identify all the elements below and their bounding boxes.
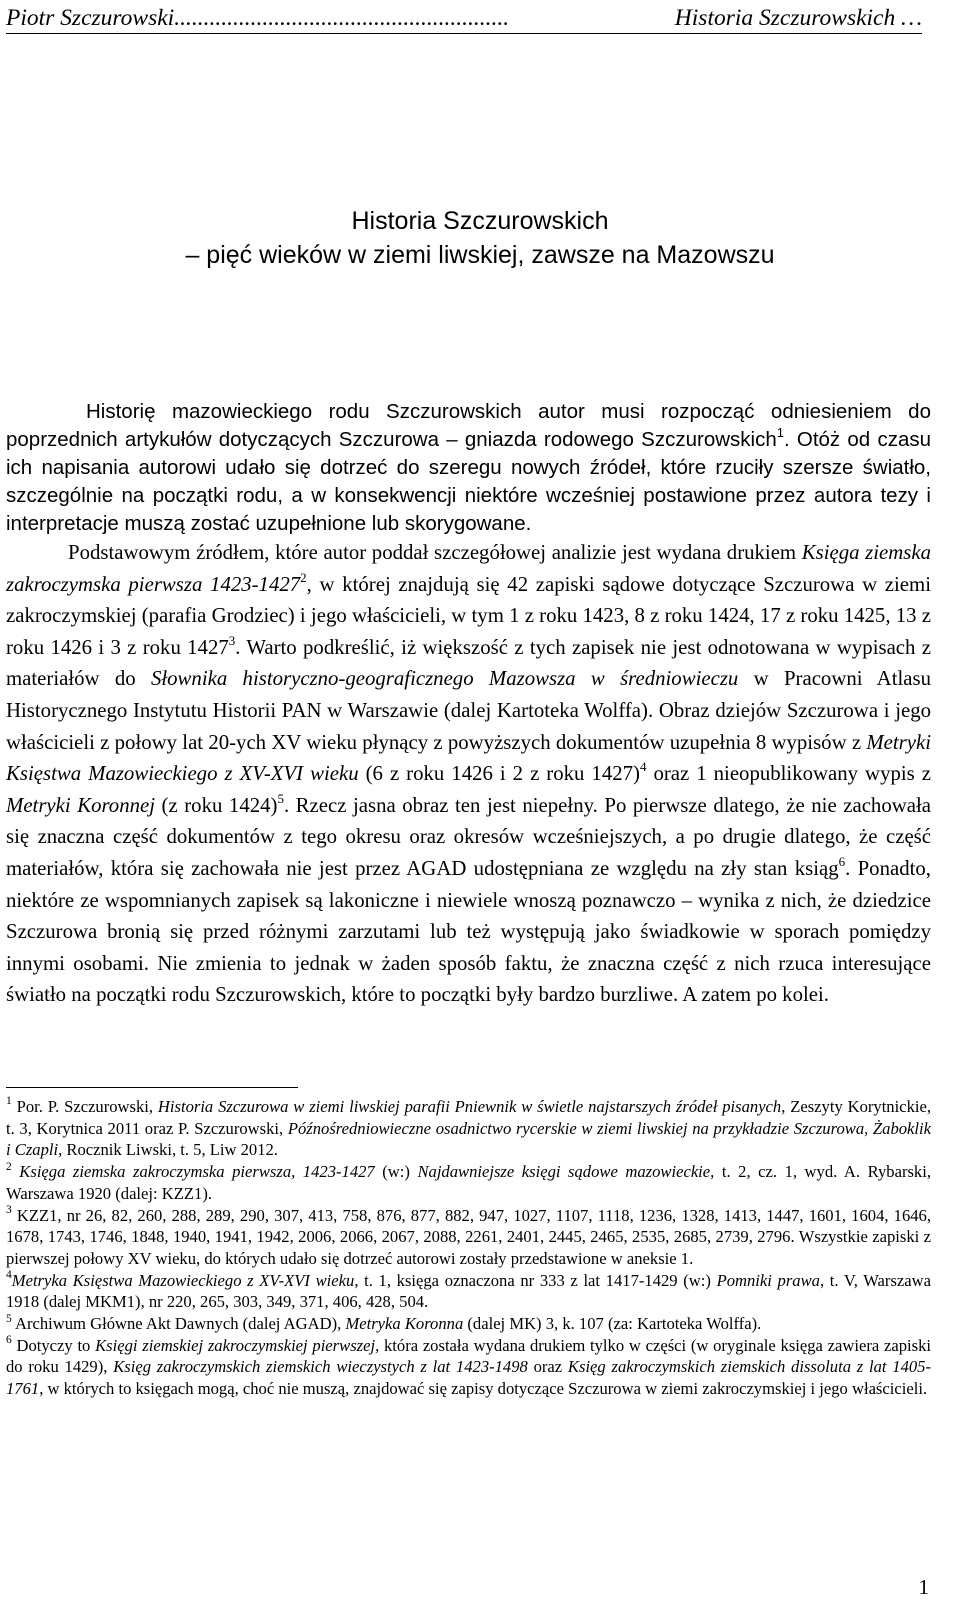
header-author: Piotr Szczurowski......................................................... (6, 5, 510, 31)
main-paragraph: Podstawowym źródłem, które autor poddał szczegółowej analizie jest wydana drukiem Księga ziemska zakroczymska pierwsza 1423-1427$^2$, w której znajdują się 42 zapiski sądowe dotyczące Szczurowa w ziemi zakroczymskiej (parafia Grodziec) i jego właścicieli, w tym 1 z roku 1423, 8 z roku 1424, 17 z roku 1425, 13 z roku 1426 i 3 z roku 1427$^3$. Warto podkreślić, iż większość z tych zapisek nie jest odnotowana w wypisach z materiałów do Słownika historyczno-geograficznego Mazowsza w średniowieczu w Pracowni Atlasu Historycznego Instytutu Historii PAN w Warszawie (dalej Kartoteka Wolffa). Obraz dziejów Szczurowa i jego właścicieli z połowy lat 20-ych XV wieku płynący z powyższych dokumentów uzupełnia 8 wypisów z Metryki Księstwa Mazowieckiego z XV-XVI wieku (6 z roku 1426 i 2 z roku 1427)$^4$ oraz 1 nieopublikowany wypis z Metryki Koronnej (z roku 1424)$^5$. Rzecz jasna obraz ten jest niepełny. Po pierwsze dlatego, że nie zachowała się znaczna część dokumentów z tego okresu oraz okresów wcześniejszych, a po drugie dlatego, że część materiałów, która się zachowała nie jest przez AGAD udostępniana ze względu na zły stan ksiąg$^6$. Ponadto, niektóre ze wspomnianych zapisek są lakoniczne i niewiele wnoszą poznawczo – wynika z nich, że dziedzice Szczurowa bronią się przed różnymi zarzutami lub też występują jako świadkowie w sporach pomiędzy innymi osobami. Nie zmienia to jednak w żaden sposób faktu, że znaczna część z nich rzuca interesujące światło na początki rodu Szczurowskich, które to początki były bardzo burzliwe. A zatem po kolei. (6, 541, 931, 1007)
page-number: 1 (918, 1575, 929, 1599)
document-title: Historia Szczurowskich (351, 207, 609, 235)
footnote-3: $^3$ KZZ1, nr 26, 82, 260, 288, 289, 290, 307, 413, 758, 876, 877, 882, 947, 1027, 1107, 1118, 1236, 1328, 1413, 1447, 1601, 1604, 1646, 1678, 1743, 1746, 1848, 1940, 1941, 1942, 2006, 2066, 2067, 2088, 2261, 2401, 2445, 2465, 2535, 2685, 2739, 2796. Wszystkie zapiski z pierwszej połowy XV wieku, do których udało się dotrzeć autorowi zostały przedstawione w aneksie 1. (6, 1203, 931, 1268)
footnote-6: $^6$ Dotyczy to Księgi ziemskiej zakroczymskiej pierwszej, która została wydana drukiem tylko w części (w oryginale księga zawiera zapiski do roku 1429), Księg zakroczymskich ziemskich wieczystych z lat 1423-1498 oraz Księg zakroczymskich ziemskich dissoluta z lat 1405-1761, w których to księgach mogą, choć nie muszą, znajdować się zapisy dotyczące Szczurowa w ziemi zakroczymskiej i jego właścicieli. (6, 1334, 931, 1399)
footnote-ref-2[interactable]: 2 (300, 569, 307, 585)
footnote-ref-3[interactable]: 3 (228, 632, 236, 648)
header-title: Historia Szczurowskich … (674, 5, 922, 31)
footnote-ref-6[interactable]: 6 (838, 854, 846, 870)
footnote-separator (6, 1087, 298, 1088)
footnote-ref-4[interactable]: 4 (639, 759, 647, 775)
footnotes (6, 1096, 931, 1400)
footnote-4: $^4$Metryka Księstwa Mazowieckiego z XV-XVI wieku, t. 1, księga oznaczona nr 333 z lat 1417-1429 (w:) Pomniki prawa, t. V, Warszawa 1918 (dalej MKM1), nr 220, 265, 303, 349, 371, 406, 428, 504. (6, 1269, 931, 1312)
footnote-ref-1[interactable]: 1 (776, 425, 784, 441)
footnote-1: $^1$ Por. P. Szczurowski, Historia Szczurowa w ziemi liwskiej parafii Pniewnik w świetle najstarszych źródeł pisanych, Zeszyty Korytnickie, t. 3, Korytnica 2011 oraz P. Szczurowski, Późnośredniowieczne osadnictwo rycerskie w ziemi liwskiej na przykładzie Szczurowa, Żaboklik i Czapli, Rocznik Liwski, t. 5, Liw 2012. (6, 1095, 931, 1160)
footnote-2: $^2$ Księga ziemska zakroczymska pierwsza, 1423-1427 (w:) Najdawniejsze księgi sądowe mazowieckie, t. 2, cz. 1, wyd. A. Rybarski, Warszawa 1920 (dalej: KZZ1). (6, 1160, 931, 1203)
running-header (6, 4, 922, 34)
footnote-5: $^5$ Archiwum Główne Akt Dawnych (dalej AGAD), Metryka Koronna (dalej MK) 3, k. 107 (za: Kartoteka Wolffa). (6, 1312, 762, 1334)
intro-paragraph: Historię mazowieckiego rodu Szczurowskich autor musi rozpocząć odniesieniem do poprzednich artykułów dotyczących Szczurowa – gniazda rodowego Szczurowskich$^1$. Otóż od czasu ich napisania autorowi udało się dotrzeć do szeregu nowych źródeł, które rzuciły szersze światło, szczególnie na początki rodu, a w konsekwencji niektóre wcześniej postawione przez autora tezy i interpretacje muszą zostać uzupełnione lub skorygowane. (6, 400, 931, 535)
footnote-ref-5[interactable]: 5 (277, 790, 284, 806)
document-subtitle: – pięć wieków w ziemi liwskiej, zawsze na Mazowszu (185, 241, 775, 269)
